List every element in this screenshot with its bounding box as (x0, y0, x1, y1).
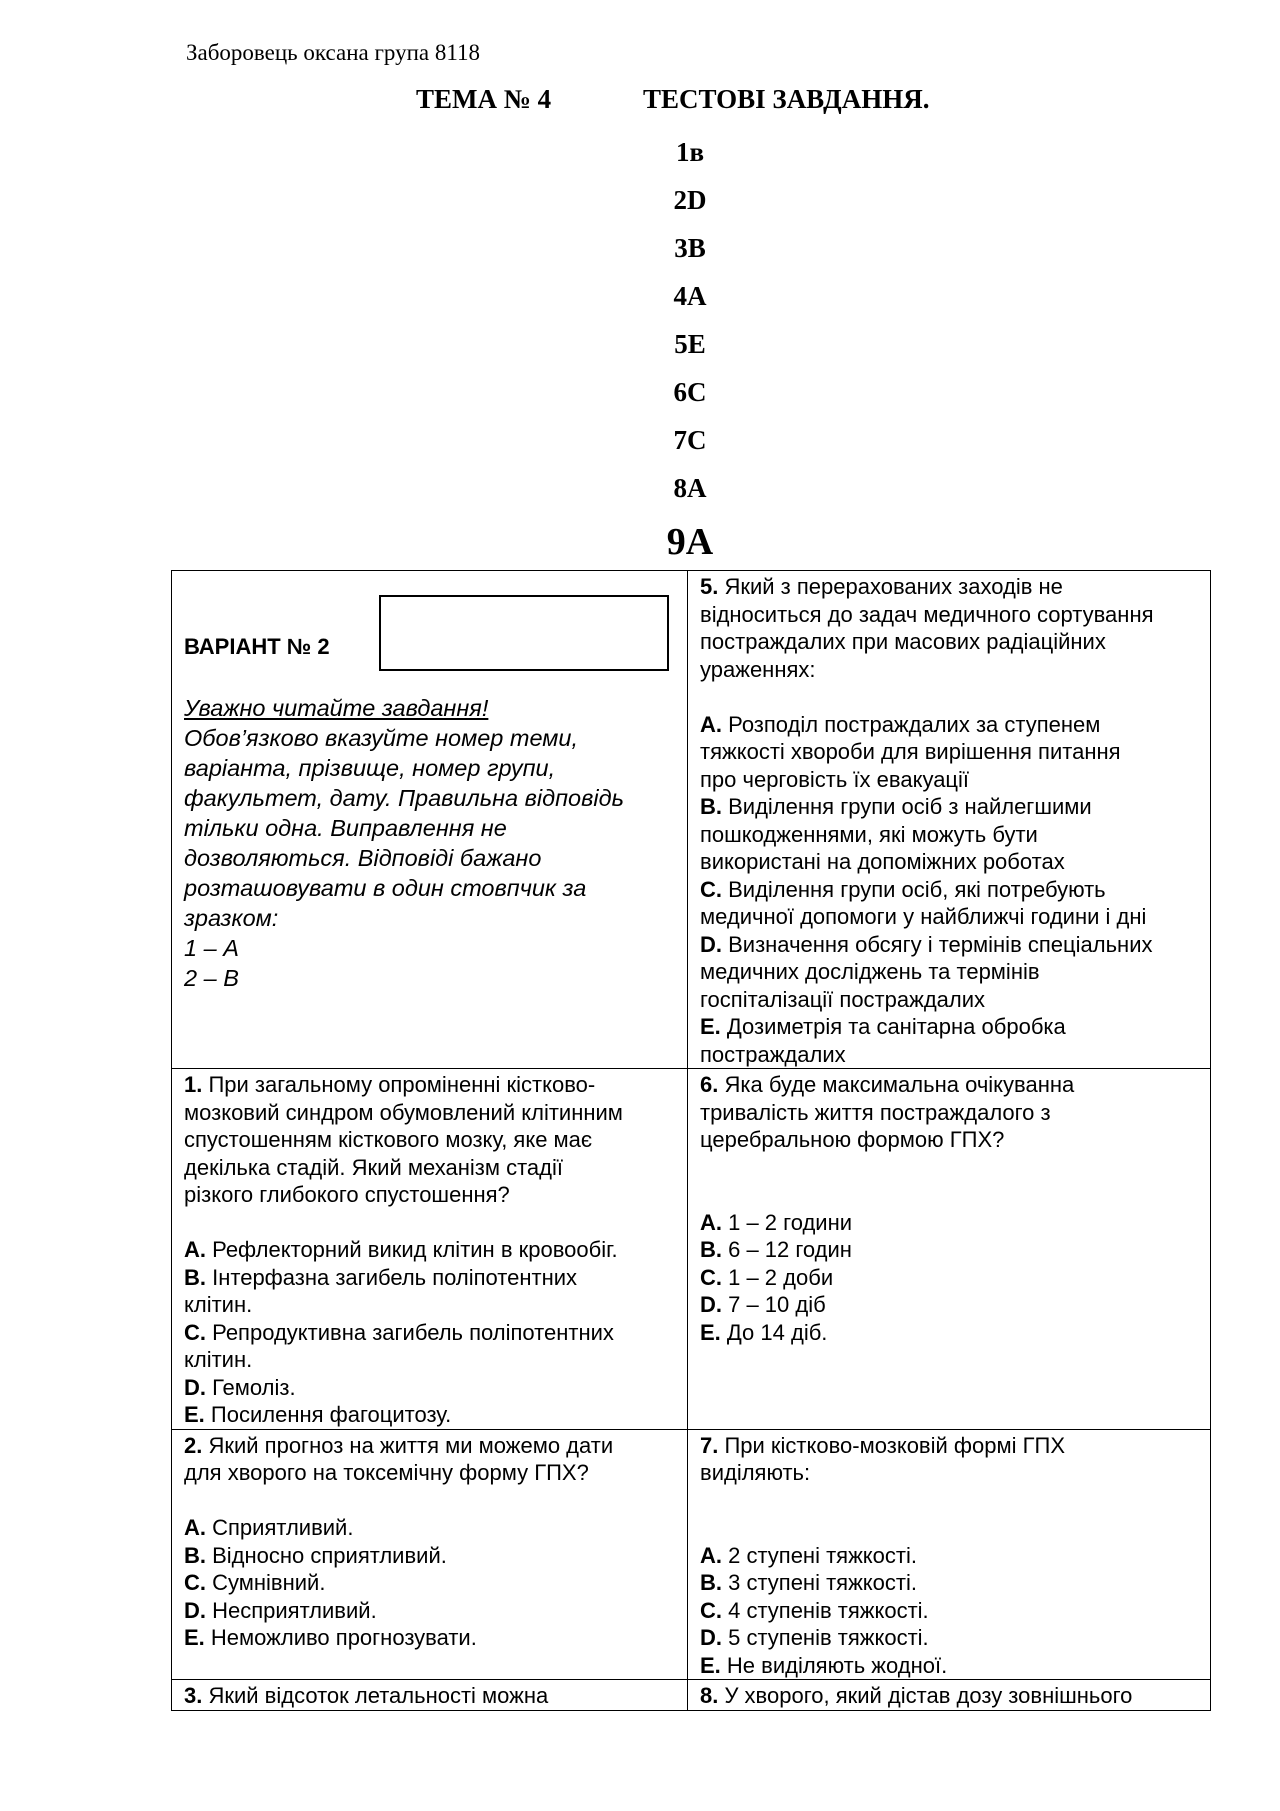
question-1 (172, 1069, 688, 1430)
option-c (700, 1597, 1198, 1625)
option-letter: Е. (184, 1402, 205, 1427)
answer-item: 6С (673, 377, 707, 407)
option-b-cont: використані на допоміжних роботах (700, 849, 1065, 874)
answer-item: 9А (666, 521, 714, 563)
option-letter: С. (700, 876, 722, 902)
question-2 (172, 1429, 688, 1680)
question-text-line (700, 573, 1198, 601)
question-text-line: мозковий синдром обумовлений клітинним (184, 1099, 623, 1125)
option-e (700, 1319, 1198, 1347)
question-3 (172, 1680, 688, 1711)
option-text: Визначення обсягу і термінів спеціальних (722, 931, 1153, 957)
question-text-line (700, 1682, 1198, 1710)
option-text: 1 – 2 години (722, 1209, 853, 1235)
question-text: У хворого, який дістав дозу зовнішнього (718, 1683, 1133, 1708)
option-text: Неможливо прогнозувати. (204, 1625, 477, 1650)
option-letter: В. (700, 1237, 722, 1262)
option-letter: С. (184, 1319, 206, 1345)
question-number: 8. (700, 1683, 719, 1708)
author-line: Заборовець оксана група 8118 (186, 40, 481, 65)
variant-cell (172, 571, 688, 1069)
option-letter: А. (184, 1515, 206, 1540)
option-letter: D. (184, 1597, 206, 1623)
option-text: Репродуктивна загибель поліпотентних (206, 1319, 614, 1345)
question-text-line (700, 1432, 1198, 1460)
question-text-line: відноситься до задач медичного сортування (700, 601, 1154, 627)
instruction-title: Уважно читайте завдання! (184, 695, 489, 721)
option-d (700, 1624, 1198, 1652)
question-text: Який відсоток летальності можна (202, 1683, 549, 1708)
option-letter: А. (700, 1542, 722, 1568)
question-number: 3. (184, 1683, 203, 1708)
instructions (184, 693, 675, 993)
option-text: Сумнівний. (206, 1570, 326, 1595)
instruction-line: дозволяються. Відповіді бажано (184, 845, 542, 871)
question-number: 7. (700, 1432, 719, 1458)
question-number: 6. (700, 1072, 719, 1097)
option-b (184, 1264, 675, 1292)
question-text: Яка буде максимальна очікуванна (718, 1072, 1075, 1097)
question-text: При загальному опроміненні кістково- (202, 1072, 596, 1097)
option-text: 2 ступені тяжкості. (722, 1542, 917, 1568)
option-letter: А. (700, 1209, 722, 1235)
option-e (700, 1652, 1198, 1680)
option-letter: В. (700, 1570, 722, 1595)
option-a (700, 711, 1198, 739)
option-text: 4 ступенів тяжкості. (722, 1597, 929, 1623)
option-letter: D. (700, 931, 722, 957)
option-a (184, 1514, 675, 1542)
instruction-line: тільки одна. Виправлення не (184, 815, 507, 841)
answer-item: 7С (673, 425, 707, 455)
option-d-cont: медичних досліджень та термінів (700, 959, 1040, 984)
option-letter: В. (184, 1264, 206, 1290)
instruction-line: розташовувати в один стовпчик за (184, 875, 587, 901)
question-8 (688, 1680, 1211, 1711)
question-text-line (184, 1432, 675, 1460)
instruction-line: 1 – А (184, 935, 239, 961)
option-e-cont: постраждалих (700, 1041, 846, 1067)
question-text-line (700, 1071, 1198, 1099)
question-text-line: постраждалих при масових радіаційних (700, 629, 1106, 654)
option-d (700, 1291, 1198, 1319)
option-text: Гемоліз. (206, 1374, 296, 1400)
option-b (700, 1569, 1198, 1597)
option-text: Посилення фагоцитозу. (204, 1402, 452, 1427)
option-b-cont: пошкодженнями, які можуть бути (700, 821, 1038, 847)
option-letter: С. (700, 1597, 722, 1623)
answer-item: 1в (675, 137, 705, 167)
option-e (184, 1401, 675, 1429)
option-text: До 14 діб. (720, 1319, 828, 1345)
question-text-line: церебральною формою ГПХ? (700, 1127, 1005, 1152)
option-e (184, 1624, 675, 1652)
option-text: Розподіл постраждалих за ступенем (722, 711, 1101, 737)
option-d (700, 931, 1198, 959)
question-text-line: різкого глибокого спустошення? (184, 1182, 510, 1207)
question-text-line: для хворого на токсемічну форму ГПХ? (184, 1460, 589, 1485)
option-text: 6 – 12 годин (722, 1237, 852, 1262)
option-c (700, 876, 1198, 904)
option-b (700, 793, 1198, 821)
option-d-cont: госпіталізації постраждалих (700, 986, 986, 1012)
option-letter: С. (184, 1570, 206, 1595)
variant-answer-box[interactable] (379, 595, 669, 671)
option-c (184, 1569, 675, 1597)
option-text: Не виділяють жодної. (720, 1652, 948, 1678)
question-5 (688, 571, 1211, 1069)
question-text-line: виділяють: (700, 1460, 811, 1485)
question-text-line: ураженнях: (700, 656, 816, 682)
option-text: Несприятливий. (206, 1597, 377, 1623)
option-text: Дозиметрія та санітарна обробка (720, 1014, 1066, 1039)
option-d (184, 1374, 675, 1402)
option-letter: D. (700, 1625, 722, 1650)
option-c (184, 1319, 675, 1347)
answer-list (0, 128, 1280, 572)
option-text: 3 ступені тяжкості. (722, 1570, 917, 1595)
question-text-line (184, 1682, 675, 1710)
instruction-line: 2 – В (184, 965, 239, 991)
question-6 (688, 1069, 1211, 1430)
instruction-line: зразком: (184, 905, 279, 931)
answer-item: 5Е (674, 329, 706, 359)
instruction-line: факультет, дату. Правильна відповідь (184, 785, 624, 811)
option-c-cont: клітин. (184, 1347, 253, 1372)
option-d (184, 1597, 675, 1625)
question-number: 2. (184, 1432, 203, 1458)
question-text-line: декілька стадій. Який механізм стадії (184, 1154, 563, 1180)
topic-number: ТЕМА № 4 (416, 84, 552, 114)
option-letter: С. (700, 1264, 722, 1290)
option-letter: А. (184, 1237, 206, 1262)
option-a (700, 1209, 1198, 1237)
variant-label: ВАРІАНТ № 2 (184, 634, 330, 659)
answer-item: 4А (673, 281, 707, 311)
option-letter: Е. (700, 1652, 721, 1678)
option-b (700, 1236, 1198, 1264)
option-c (700, 1264, 1198, 1292)
option-c-cont: медичної допомоги у найближчі години і дні (700, 904, 1147, 929)
option-e (700, 1013, 1198, 1041)
option-letter: А. (700, 711, 722, 737)
option-b-cont: клітин. (184, 1292, 253, 1317)
question-number: 1. (184, 1072, 203, 1097)
option-text: 5 ступенів тяжкості. (722, 1625, 929, 1650)
option-b (184, 1542, 675, 1570)
option-text: Відносно сприятливий. (206, 1542, 447, 1568)
question-7 (688, 1429, 1211, 1680)
question-table (171, 570, 1211, 1711)
option-letter: Е. (700, 1014, 721, 1039)
option-text: Виділення групи осіб з найлегшими (722, 794, 1092, 819)
question-text-line: спустошенням кісткового мозку, яке має (184, 1127, 593, 1152)
answer-item: 3В (674, 233, 706, 263)
answer-item: 2D (673, 185, 707, 215)
option-text: Виділення групи осіб, які потребують (722, 876, 1106, 902)
topic-title: ТЕСТОВІ ЗАВДАННЯ. (643, 84, 930, 114)
option-text: 7 – 10 діб (722, 1292, 826, 1317)
option-a-cont: про черговість їх евакуації (700, 766, 970, 792)
instruction-line: Обов’язково вказуйте номер теми, (184, 725, 578, 751)
option-letter: В. (184, 1542, 206, 1568)
question-text: Який прогноз на життя ми можемо дати (202, 1432, 614, 1458)
option-letter: D. (184, 1374, 206, 1400)
instruction-line: варіанта, прізвище, номер групи, (184, 755, 556, 781)
option-text: Рефлекторний викид клітин в кровообіг. (206, 1237, 618, 1262)
option-a (184, 1236, 675, 1264)
option-letter: D. (700, 1292, 722, 1317)
option-letter: Е. (700, 1319, 721, 1345)
option-a-cont: тяжкості хвороби для вирішення питання (700, 739, 1121, 764)
question-text: При кістково-мозковій формі ГПХ (718, 1432, 1065, 1458)
option-text: Сприятливий. (206, 1515, 354, 1540)
option-letter: Е. (184, 1625, 205, 1650)
option-text: Інтерфазна загибель поліпотентних (206, 1264, 578, 1290)
question-text: Який з перерахованих заходів не (718, 574, 1063, 599)
option-a (700, 1542, 1198, 1570)
answer-item: 8А (673, 473, 707, 503)
question-text-line (184, 1071, 675, 1099)
question-text-line: тривалість життя постраждалого з (700, 1099, 1051, 1125)
option-text: 1 – 2 доби (722, 1264, 834, 1290)
option-letter: В. (700, 794, 722, 819)
question-number: 5. (700, 574, 719, 599)
